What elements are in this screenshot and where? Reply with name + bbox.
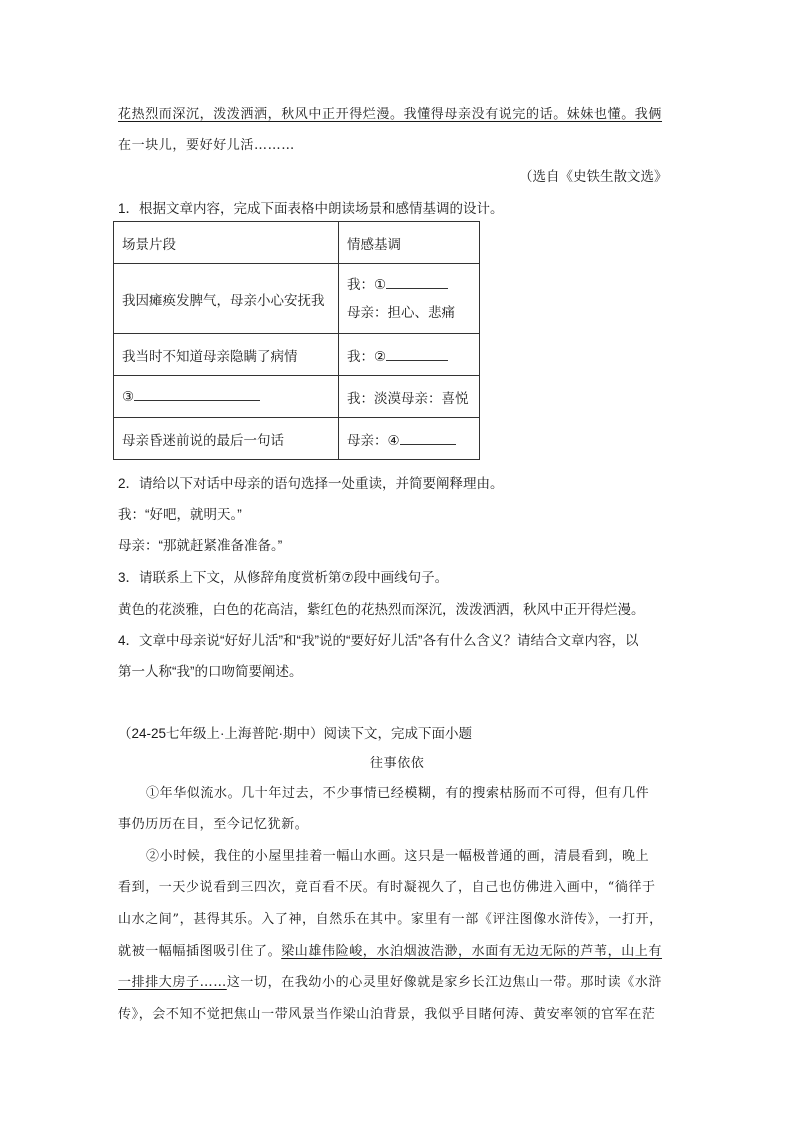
header-mood: 情感基调 xyxy=(339,222,480,264)
dialogue-line: 我：“好吧，就明天。” xyxy=(118,507,242,522)
mood-cell xyxy=(339,334,480,376)
underlined-sentence: 一排排大房子…… xyxy=(118,975,227,990)
passage-line: 花热烈而深沉，泼泼洒洒，秋风中正开得烂漫。我懂得母亲没有说完的话。妹妹也懂。我俩 xyxy=(118,107,663,122)
reading-design-table xyxy=(113,221,480,460)
question-3-prompt: 3．请联系上下文，从修辞角度赏析第⑦段中画线句子。 xyxy=(118,570,449,585)
underlined-sentence: 梁山雄伟险峻，水泊烟波浩渺，水面有无边无际的芦苇，山上有 xyxy=(281,944,663,959)
table-header-row xyxy=(114,222,480,264)
table-row xyxy=(114,418,480,460)
mood-line xyxy=(347,271,479,299)
table-row xyxy=(114,376,480,418)
paragraph-line: ①年华似流水。几十年过去，不少事情已经模糊，有的搜索枯肠而不可得，但有几件 xyxy=(146,786,650,801)
question-2-prompt: 2．请给以下对话中母亲的语句选择一处重读，并简要阐释理由。 xyxy=(118,476,504,491)
paragraph-line xyxy=(118,940,662,959)
blank-number: ③ xyxy=(122,389,135,404)
mood-label: 母亲：④ xyxy=(347,432,400,448)
answer-blank[interactable] xyxy=(134,388,260,401)
article-title: 往事依依 xyxy=(370,756,425,771)
answer-blank[interactable] xyxy=(386,348,448,361)
scene-cell: 我因瘫痪发脾气，母亲小心安抚我 xyxy=(114,264,339,334)
answer-blank[interactable] xyxy=(386,276,448,289)
scene-cell: 母亲昏迷前说的最后一句话 xyxy=(114,418,339,460)
paragraph-line: 山水之间”，甚得其乐。入了神，自然乐在其中。家里有一部《评注图像水浒传》，一打开， xyxy=(118,912,663,927)
question-4-prompt-cont: 第一人称“我”的口吻简要阐述。 xyxy=(118,664,303,679)
paragraph-line: ②小时候，我住的小屋里挂着一幅山水画。这只是一幅极普通的画，清晨看到，晚上 xyxy=(146,849,650,864)
scene-cell xyxy=(114,376,339,418)
mood-label: 我：② xyxy=(347,348,387,364)
mood-cell xyxy=(339,264,480,334)
text-span: 就被一幅幅插图吸引住了。 xyxy=(118,944,282,959)
table-row xyxy=(114,334,480,376)
answer-blank[interactable] xyxy=(400,432,456,445)
mood-cell: 我：淡漠母亲：喜悦 xyxy=(339,376,480,418)
section-header: （24-25七年级上·上海普陀·期中）阅读下文，完成下面小题 xyxy=(118,726,473,741)
passage-line: 在一块儿，要好好儿活……… xyxy=(118,138,295,153)
mood-line: 母亲：担心、悲痛 xyxy=(347,304,455,320)
header-scene: 场景片段 xyxy=(114,222,339,264)
source-citation: （选自《史铁生散文选》 xyxy=(519,169,668,184)
quoted-sentence: 黄色的花淡雅，白色的花高洁，紫红色的花热烈而深沉，泼泼洒洒，秋风中正开得烂漫。 xyxy=(118,602,645,617)
question-1-prompt: 1．根据文章内容，完成下面表格中朗读场景和感情基调的设计。 xyxy=(118,201,504,216)
text-span: 这一切，在我幼小的心灵里好像就是家乡长江边焦山一带。那时读《水浒 xyxy=(226,975,663,990)
dialogue-line: 母亲：“那就赶紧准备准备。” xyxy=(118,538,283,553)
scene-cell: 我当时不知道母亲隐瞒了病情 xyxy=(114,334,339,376)
question-4-prompt: 4．文章中母亲说“好好儿活”和“我”说的“要好好儿活”各有什么含义？请结合文章内容，以 xyxy=(118,633,639,648)
paragraph-line: 传》，会不知不觉把焦山一带风景当作梁山泊背景，我似乎目睹何涛、黄安率领的官军在茫 xyxy=(118,1007,656,1022)
paragraph-line: 看到，一天少说看到三四次，竟百看不厌。有时凝视久了，自己也仿佛进入画中，“徜徉于 xyxy=(118,880,656,895)
mood-label: 我：① xyxy=(347,276,387,292)
table-row xyxy=(114,264,480,334)
mood-cell xyxy=(339,418,480,460)
paragraph-line: 事仍历历在目，至今记忆犹新。 xyxy=(118,817,309,832)
paragraph-line xyxy=(118,971,662,990)
